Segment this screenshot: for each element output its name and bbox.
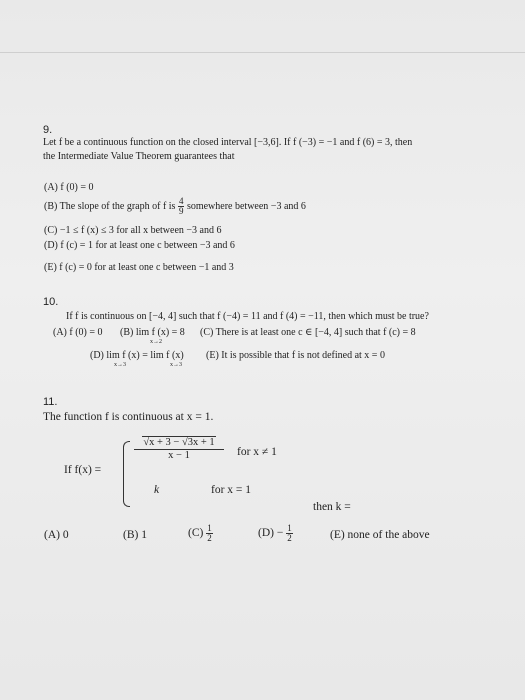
q9-choice-d: (D) f (c) = 1 for at least one c between −3 and 6 bbox=[44, 240, 235, 251]
q9-stem-line2: the Intermediate Value Theorem guarantees that bbox=[43, 151, 235, 162]
q9-choice-b-text-end: somewhere between −3 and 6 bbox=[186, 200, 306, 212]
q11-piece1-condition: for x ≠ 1 bbox=[237, 446, 277, 458]
q11-choice-d-label: (D) − bbox=[258, 527, 284, 540]
q10-choice-d-limit-sub1: x→3 bbox=[114, 362, 126, 368]
q9-number: 9. bbox=[43, 124, 53, 136]
q10-choice-d-limit-sub2: x→3 bbox=[170, 362, 182, 368]
q11-choice-d-denominator: 2 bbox=[287, 533, 292, 543]
q11-choice-c-fraction bbox=[206, 524, 213, 543]
q10-stem: If f is continuous on [−4, 4] such that f (−4) = 11 and f (4) = −11, then which must be true? bbox=[66, 311, 429, 322]
q11-piece2-value: k bbox=[154, 484, 160, 496]
q11-choice-c bbox=[188, 524, 213, 543]
q9-choice-b-text: (B) The slope of the graph of f is bbox=[44, 200, 176, 212]
q10-choice-c: (C) There is at least one c ∈ [−4, 4] such that f (c) = 8 bbox=[200, 327, 416, 338]
q10-choice-b: (B) lim f (x) = 8 bbox=[120, 327, 185, 338]
q9-stem-line1: Let f be a continuous function on the closed interval [−3,6]. If f (−3) = −1 and f (6) = 3, then bbox=[43, 137, 413, 148]
q11-then-label: then k = bbox=[313, 501, 351, 513]
q11-choice-a: (A) 0 bbox=[44, 529, 69, 541]
q9-choice-e: (E) f (c) = 0 for at least one c between −1 and 3 bbox=[44, 262, 234, 273]
q9-choice-b-fraction bbox=[178, 197, 185, 216]
q11-choice-d bbox=[258, 524, 293, 543]
q9-choice-a: (A) f (0) = 0 bbox=[44, 182, 94, 193]
q10-choice-b-limit-sub: x→2 bbox=[150, 339, 162, 345]
q11-choice-c-denominator: 2 bbox=[207, 533, 212, 543]
q10-number: 10. bbox=[43, 296, 59, 308]
q11-piece1-fraction bbox=[134, 436, 224, 461]
q11-choice-c-label: (C) bbox=[188, 527, 204, 540]
q10-choice-e: (E) It is possible that f is not defined at x = 0 bbox=[206, 350, 385, 361]
piecewise-brace bbox=[123, 441, 130, 507]
q11-piece1-numerator: √x + 3 − √3x + 1 bbox=[143, 437, 215, 448]
q11-stem: The function f is continuous at x = 1. bbox=[43, 411, 214, 423]
q11-choice-e: (E) none of the above bbox=[330, 529, 430, 541]
q9-choice-c: (C) −1 ≤ f (x) ≤ 3 for all x between −3 and 6 bbox=[44, 225, 222, 236]
q11-piece1-denominator: x − 1 bbox=[134, 449, 224, 461]
q9-choice-b bbox=[44, 197, 306, 216]
q11-piece2-condition: for x = 1 bbox=[211, 484, 252, 496]
q11-choice-b: (B) 1 bbox=[123, 529, 147, 541]
q10-choice-d: (D) lim f (x) = lim f (x) bbox=[90, 350, 184, 361]
paper-fold-line bbox=[0, 52, 525, 53]
q11-if-label: If f(x) = bbox=[64, 464, 102, 476]
q11-choice-c-numerator: 1 bbox=[207, 523, 212, 533]
q9-choice-b-numerator: 4 bbox=[178, 196, 184, 206]
q11-choice-d-fraction bbox=[286, 524, 293, 543]
q11-number: 11. bbox=[43, 396, 58, 408]
q10-choice-a: (A) f (0) = 0 bbox=[53, 327, 103, 338]
q9-choice-b-denominator: 9 bbox=[178, 206, 184, 216]
q11-choice-d-numerator: 1 bbox=[287, 523, 292, 533]
